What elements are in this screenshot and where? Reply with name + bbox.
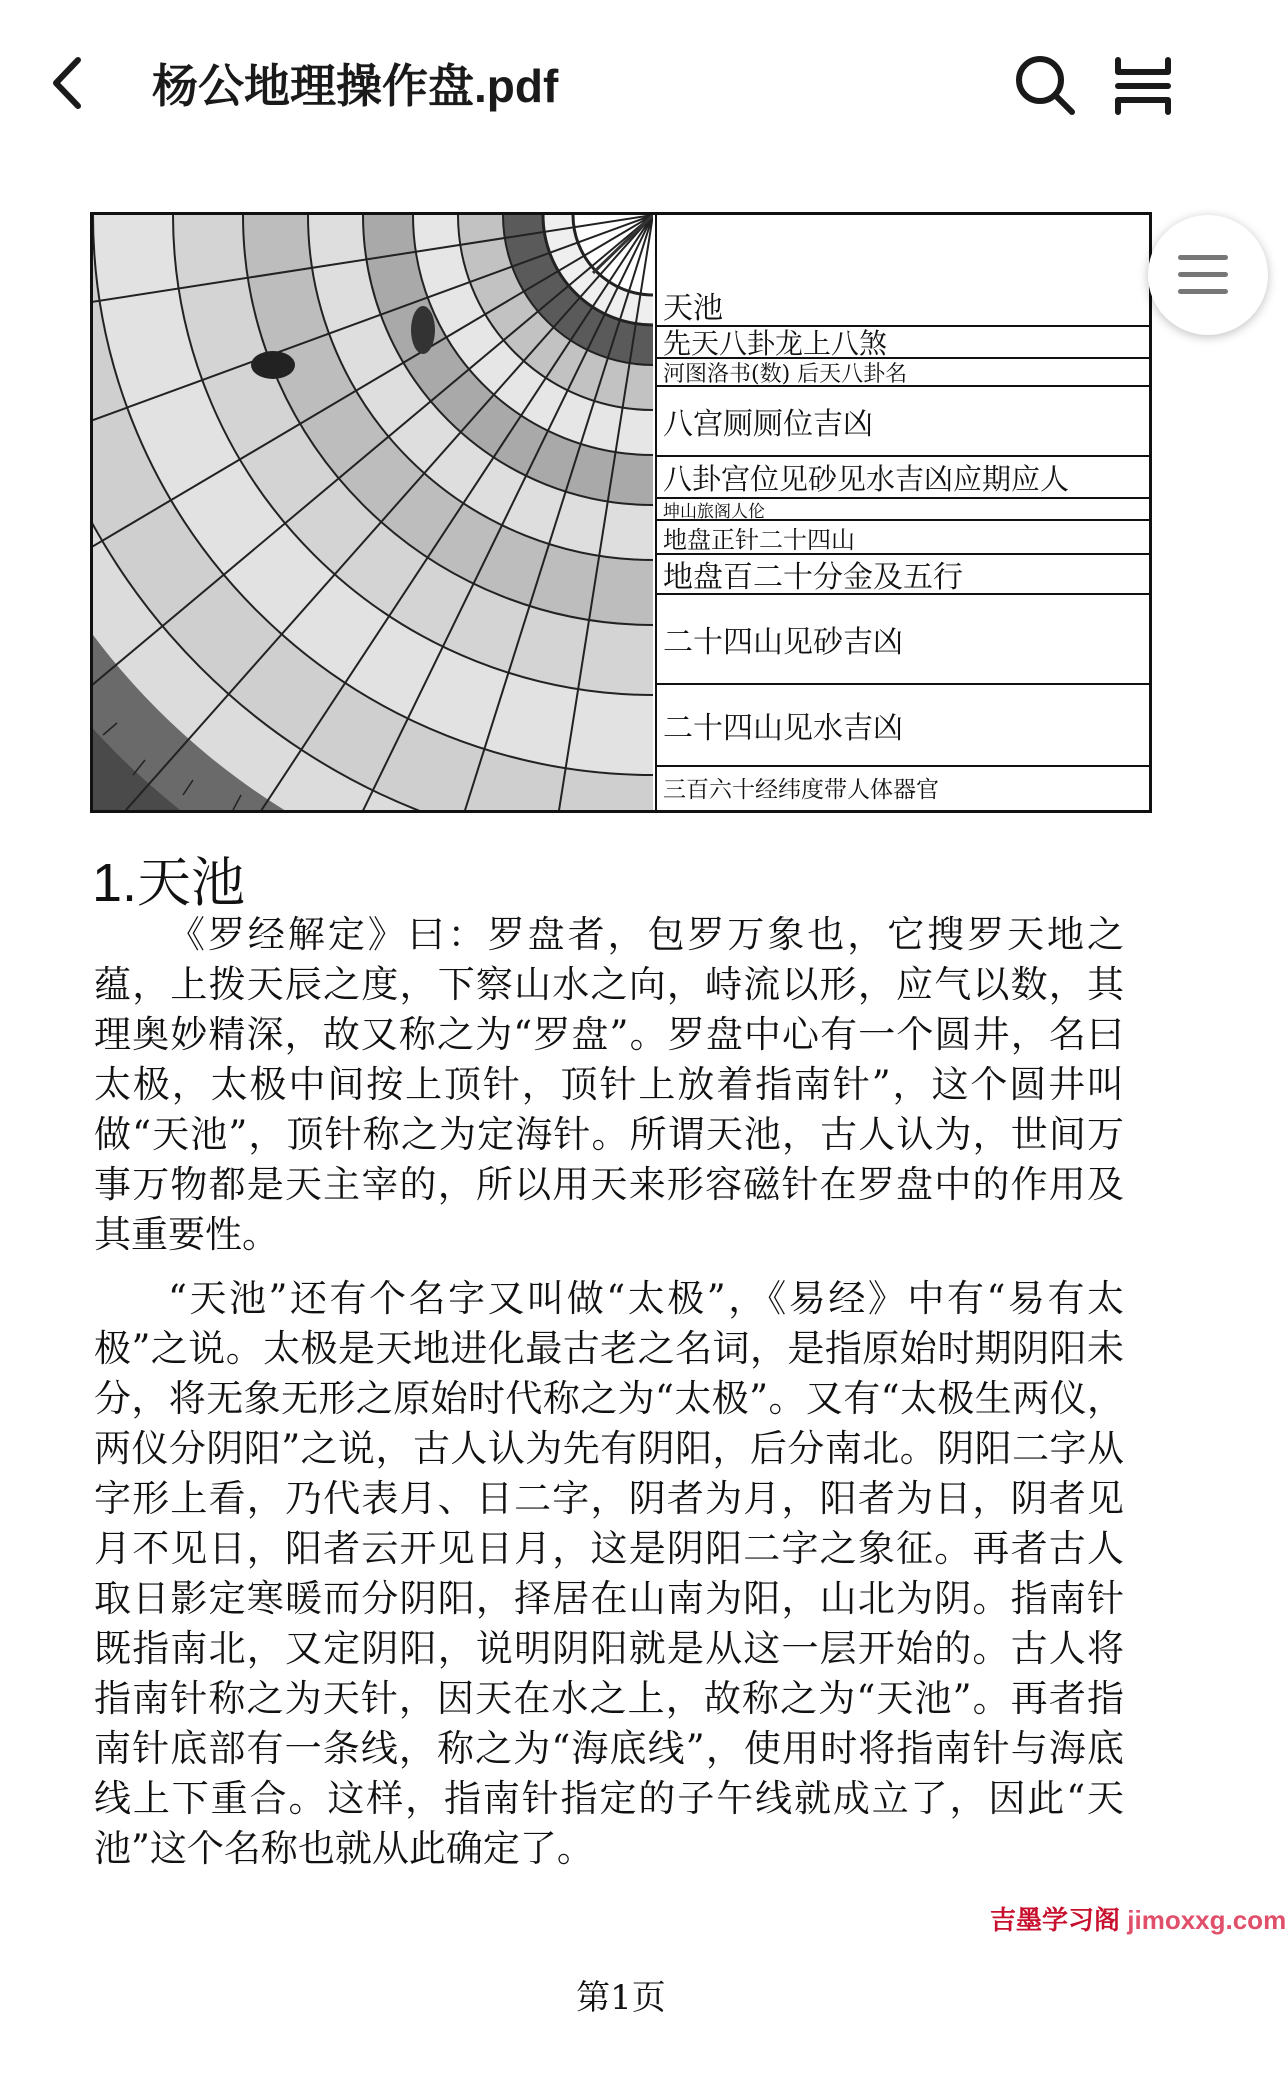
top-app-bar <box>0 0 1242 151</box>
compass-dial-graphic <box>93 215 653 810</box>
pdf-page[interactable] <box>0 150 1242 2086</box>
luopan-compass-image <box>93 215 653 810</box>
legend-row: 地盘百二十分金及五行 <box>657 555 1151 595</box>
luopan-layer-legend <box>655 215 1151 810</box>
legend-row: 二十四山见砂吉凶 <box>657 595 1151 685</box>
legend-row: 河图洛书(数) 后天八卦名 <box>657 359 1151 387</box>
expand-vertical-icon <box>1112 56 1174 116</box>
paragraph-2: “天池”还有个名字又叫做“太极”，《易经》中有“易有太极”之说。太极是天地进化最古老之名词，是指原始时期阴阳未分，将无象无形之原始时代称之为“太极”。又有“太极生两仪，两仪分阴阳”之说，古人认为先有阴阳，后分南北。阴阳二字从字形上看，乃代表月、日二字，阴者为月，阳者为日，阴者见月不见日，阳者云开见日月，这是阴阳二字之象征。再者古人取日影定寒暖而分阴阳，择居在山南为阳，山北为阴。指南针既指南北，又定阴阳，说明阴阳就是从这一层开始的。古人将指南针称之为天针，因天在水之上，故称之为“天池”。再者指南针底部有一条线，称之为“海底线”，使用时将指南针与海底线上下重合。这样，指南针指定的子午线就成立了，因此“天池”这个名称也就从此确定了。 <box>94 1277 1124 1870</box>
legend-row: 天池 <box>657 285 1151 327</box>
section-heading: 1.天池 <box>92 853 246 913</box>
legend-row: 三百六十经纬度带人体器官 <box>663 776 939 803</box>
legend-row: 八宫厕厕位吉凶 <box>657 387 1151 457</box>
paragraph-1: 《罗经解定》曰：罗盘者，包罗万象也，它搜罗天地之蕴，上拨天辰之度，下察山水之向，峙流以形，应气以数，其理奥妙精深，故又称之为“罗盘”。罗盘中心有一个圆井，名曰太极，太极中间按上顶针，顶针上放着指南针”，这个圆井叫做“天池”，顶针称之为定海针。所谓天池，古人认为，世间万事万物都是天主宰的，所以用天来形容磁针在罗盘中的作用及其重要性。 <box>94 913 1124 1256</box>
search-icon <box>1012 52 1078 118</box>
search-button[interactable] <box>1012 52 1078 118</box>
page-number: 第1页 <box>576 1978 666 2018</box>
legend-row: 二十四山见水吉凶 <box>657 685 1151 767</box>
expand-button[interactable] <box>1112 56 1174 116</box>
chevron-left-icon <box>40 48 100 118</box>
luopan-figure <box>90 212 1152 813</box>
back-button[interactable] <box>40 48 100 118</box>
legend-row: 坤山旅阁人伦 <box>657 499 1151 521</box>
watermark-url: jimoxxg.com <box>1127 1905 1286 1935</box>
watermark <box>990 1900 1286 1937</box>
legend-row: 地盘正针二十四山 <box>657 521 1151 555</box>
side-menu-button[interactable] <box>1148 215 1268 335</box>
legend-row: 先天八卦龙上八煞 <box>657 327 1151 359</box>
document-title: 杨公地理操作盘.pdf <box>152 60 559 112</box>
watermark-brand: 吉墨学习阁 <box>990 1905 1121 1935</box>
legend-row: 八卦宫位见砂见水吉凶应期应人 <box>657 457 1151 499</box>
